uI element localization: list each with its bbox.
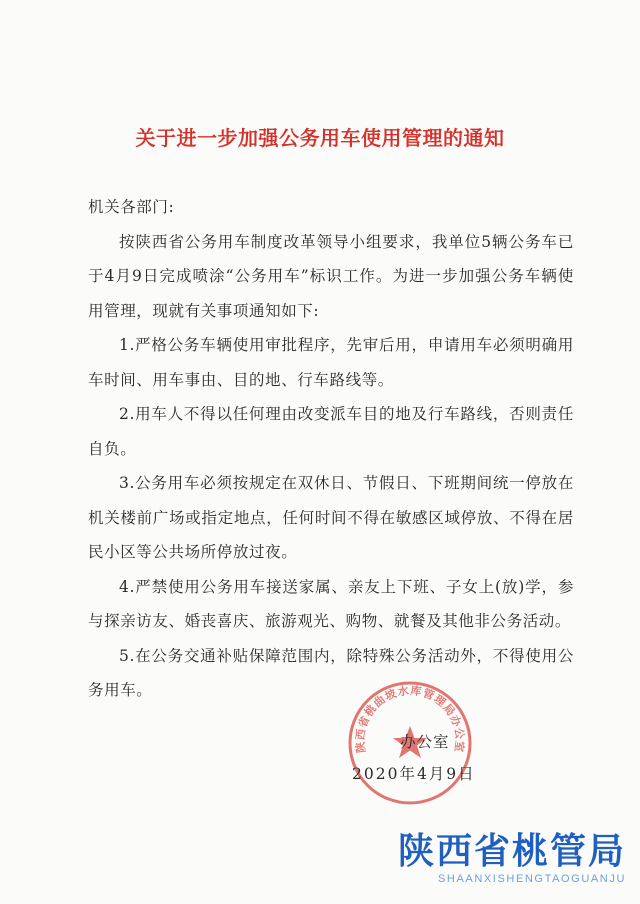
item-1-paragraph: 1.严格公务车辆使用审批程序，先审后用，申请用车必须明确用车时间、用车事由、目的地、行车路线等。 [88,336,574,389]
item-4-paragraph: 4.严禁使用公务用车接送家属、亲友上下班、子女上(放)学，参与探亲访友、婚丧喜庆、旅游观光、购物、就餐及其他非公务活动。 [88,577,574,630]
intro-paragraph: 按陕西省公务用车制度改革领导小组要求，我单位5辆公务车已于4月9日完成喷涂“公务用车”标识工作。为进一步加强公务车辆使用管理，现就有关事项通知如下: [88,232,574,320]
salutation: 机关各部门: [88,198,175,216]
document-title: 关于进一步加强公务用车使用管理的通知 [135,126,505,150]
item-3-paragraph: 3.公务用车必须按规定在双休日、节假日、下班期间统一停放在机关楼前广场或指定地点，任何时间不得在敏感区域停放、不得在居民小区等公共场所停放过夜。 [88,474,574,561]
watermark [398,832,626,886]
item-5-paragraph: 5.在公务交通补贴保障范围内，除特殊公务活动外，不得使用公务用车。 [88,646,574,699]
signature: 办公室 [400,733,450,751]
item-2-paragraph: 2.用车人不得以任何理由改变派车目的地及行车路线，否则责任自负。 [88,405,574,458]
document-body [88,190,574,708]
svg-text:陕西省桃曲坡水库管理局办公室: 陕西省桃曲坡水库管理局办公室 [353,684,467,754]
watermark-pinyin: SHAANXISHENGTAOGUANJU [437,873,626,885]
watermark-chinese: 陕西省桃管局 [397,831,626,872]
document-date: 2020年4月9日 [352,765,476,783]
